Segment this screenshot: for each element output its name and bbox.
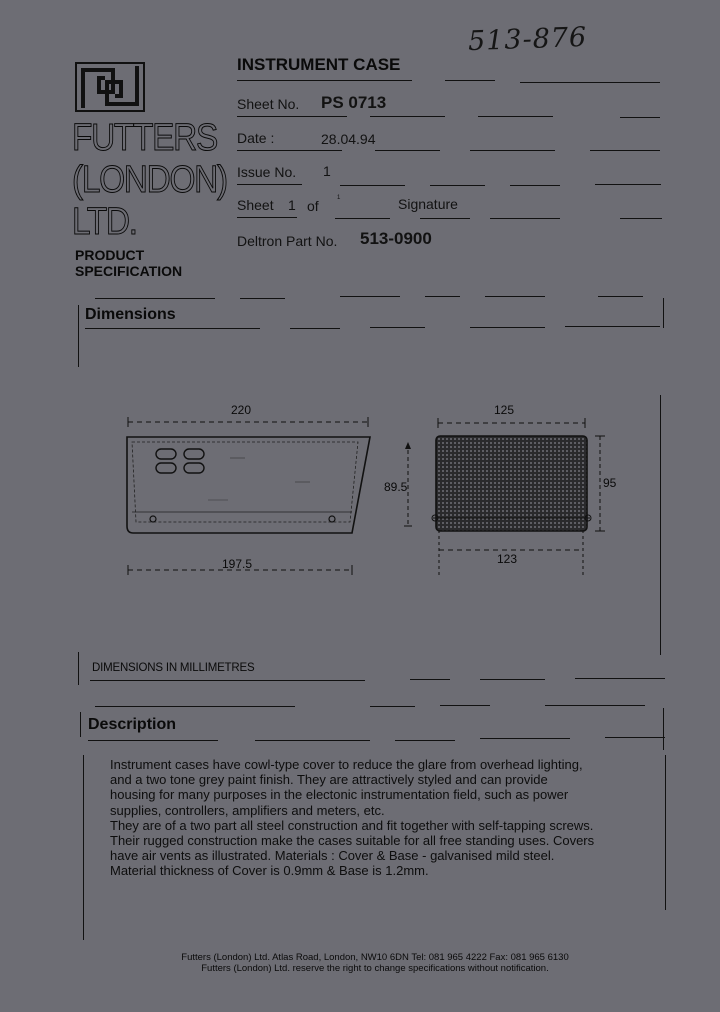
of-label: of <box>307 198 319 214</box>
description-line: supplies, controllers, amplifiers and meters, etc. <box>110 802 385 818</box>
company-name-line-2: (LONDON) <box>72 159 227 201</box>
side-view-drawing <box>120 400 400 585</box>
end-view-drawing <box>425 405 625 580</box>
base-width-label: 123 <box>497 552 518 566</box>
part-label: Deltron Part No. <box>237 233 338 249</box>
handwritten-reference: 513-876 <box>467 21 588 58</box>
issue-label: Issue No. <box>237 164 297 180</box>
description-line: housing for many purposes in the electonic instrumentation field, such as power <box>110 787 569 803</box>
company-name-line-1: FUTTERS <box>72 117 217 159</box>
document-type-line-1: PRODUCT <box>75 247 145 263</box>
footer <box>140 952 610 974</box>
date-value: 28.04.94 <box>321 131 376 147</box>
document-title: INSTRUMENT CASE <box>237 55 401 74</box>
description-line: have air vents as illustrated. Materials : Cover & Base - galvanised mild steel. <box>110 848 555 864</box>
footer-address: Futters (London) Ltd. Atlas Road, London, NW10 6DN Tel: 081 965 4222 Fax: 081 965 6130 <box>181 952 569 963</box>
overall-length-label: 220 <box>231 403 252 417</box>
base-length-label: 197.5 <box>222 557 253 571</box>
overall-width-label: 125 <box>494 403 515 417</box>
sheet-no-value: PS 0713 <box>321 93 387 112</box>
description-line: They are of a two part all steel construction and fit together with self-tapping screws. <box>110 817 594 833</box>
description-line: Instrument cases have cowl-type cover to reduce the glare from overhead lighting, <box>110 757 583 772</box>
description-line: Material thickness of Cover is 0.9mm & Base is 1.2mm. <box>110 863 429 879</box>
company-name <box>72 117 227 243</box>
company-name-line-3: LTD. <box>72 201 137 243</box>
footer-notice: Futters (London) Ltd. reserve the right to change specifications without notification. <box>201 963 549 974</box>
date-label: Date : <box>237 130 275 146</box>
company-logo-icon <box>75 62 145 112</box>
issue-value: 1 <box>323 163 331 179</box>
sheet-label: Sheet <box>237 197 274 213</box>
document-type-line-2: SPECIFICATION <box>75 263 183 279</box>
dimensions-heading: Dimensions <box>85 306 176 323</box>
units-note: DIMENSIONS IN MILLIMETRES <box>92 662 255 674</box>
document-type <box>75 247 182 279</box>
sheet-value: 1 <box>288 197 296 213</box>
description-line: and a two tone grey paint finish. They are attractively styled and can provide <box>110 772 548 788</box>
description-line: Their rugged construction make the cases suitable for all free standing uses. Covers <box>110 833 595 849</box>
front-height-label: 89.5 <box>384 480 408 494</box>
description-body <box>110 757 640 879</box>
signature-label: Signature <box>398 196 458 212</box>
sheet-no-label: Sheet No. <box>237 96 300 112</box>
of-value: 1 <box>337 195 341 201</box>
description-heading: Description <box>88 716 177 733</box>
overall-height-label: 95 <box>603 476 617 490</box>
part-value: 513-0900 <box>360 229 432 248</box>
